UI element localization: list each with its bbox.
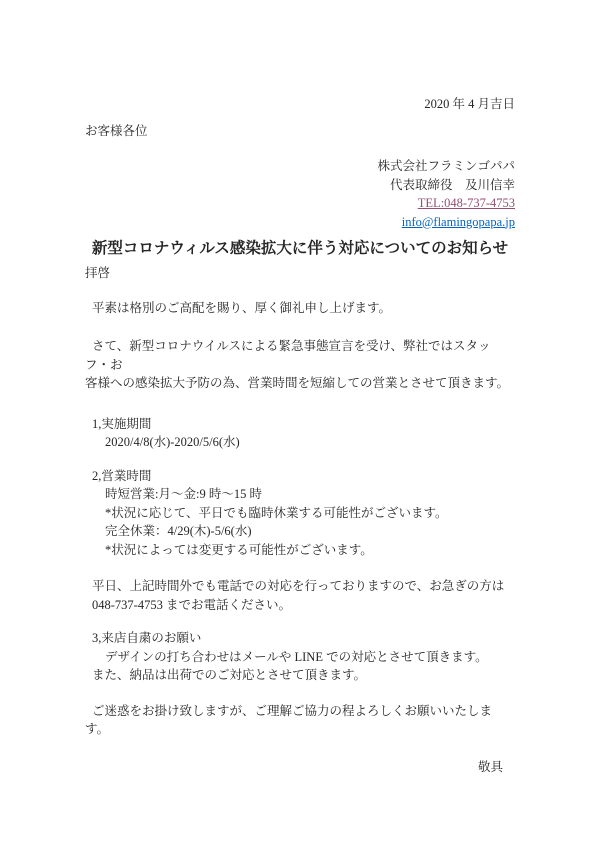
notice-title: 新型コロナウィルス感染拡大に伴う対応についてのお知らせ (91, 240, 509, 257)
section-line: 2020/4/8(水)-2020/5/6(水) (105, 435, 240, 449)
section-heading: 3,来店自粛のお願い (92, 631, 202, 645)
sender-block (85, 157, 515, 231)
salutation: 拝啓 (85, 266, 111, 280)
section-line: 時短営業:月〜金:9 時〜15 時 (105, 487, 262, 501)
closing-note: ご迷惑をお掛け致しますが、ご理解ご協力の程よろしくお願いいたします。 (85, 703, 493, 736)
section-heading: 1,実施期間 (92, 416, 152, 431)
section-business-hours (85, 467, 515, 560)
section-implementation-period (85, 415, 515, 452)
section-line: 完全休業：4/29(木)-5/6(水) (105, 524, 252, 538)
section-heading: 2,営業時間 (92, 468, 152, 483)
phone-note-line: 平日、上記時間外でも電話での対応を行っておりますので、お急ぎの方は (92, 579, 505, 593)
phone-note-paragraph (85, 577, 515, 614)
section-line: デザインの打ち合わせはメールや LINE での対応とさせて頂きます。 (105, 649, 488, 664)
greeting-paragraph: 平素は格別のご高配を賜り、厚く御礼申し上げます。 (92, 300, 392, 315)
intro-line: さて、新型コロナウイルスによる緊急事態宣言を受け、弊社ではスタッフ・お (85, 339, 491, 372)
section-visit-restraint (85, 629, 515, 685)
section-line: また、納品は出荷でのご対応とさせて頂きます。 (92, 668, 367, 682)
tel-link[interactable]: TEL:048-737-4753 (417, 196, 515, 210)
representative-name: 代表取締役 及川信幸 (389, 177, 515, 192)
date-line: 2020 年 4 月吉日 (424, 97, 515, 111)
section-line: *状況に応じて、平日でも臨時休業する可能性がございます。 (105, 505, 448, 520)
closing-word: 敬具 (477, 759, 503, 774)
section-line: *状況によっては変更する可能性がございます。 (105, 542, 373, 557)
company-name: 株式会社フラミンゴパパ (377, 159, 515, 173)
recipient: お客様各位 (85, 123, 148, 138)
intro-paragraph (85, 337, 515, 393)
intro-line: 客様への感染拡大予防の為、営業時間を短縮しての営業とさせて頂きます。 (85, 376, 510, 390)
phone-note-line: 048-737-4753 までお電話ください。 (92, 597, 291, 612)
email-link[interactable]: info@flamingopapa.jp (401, 214, 515, 229)
